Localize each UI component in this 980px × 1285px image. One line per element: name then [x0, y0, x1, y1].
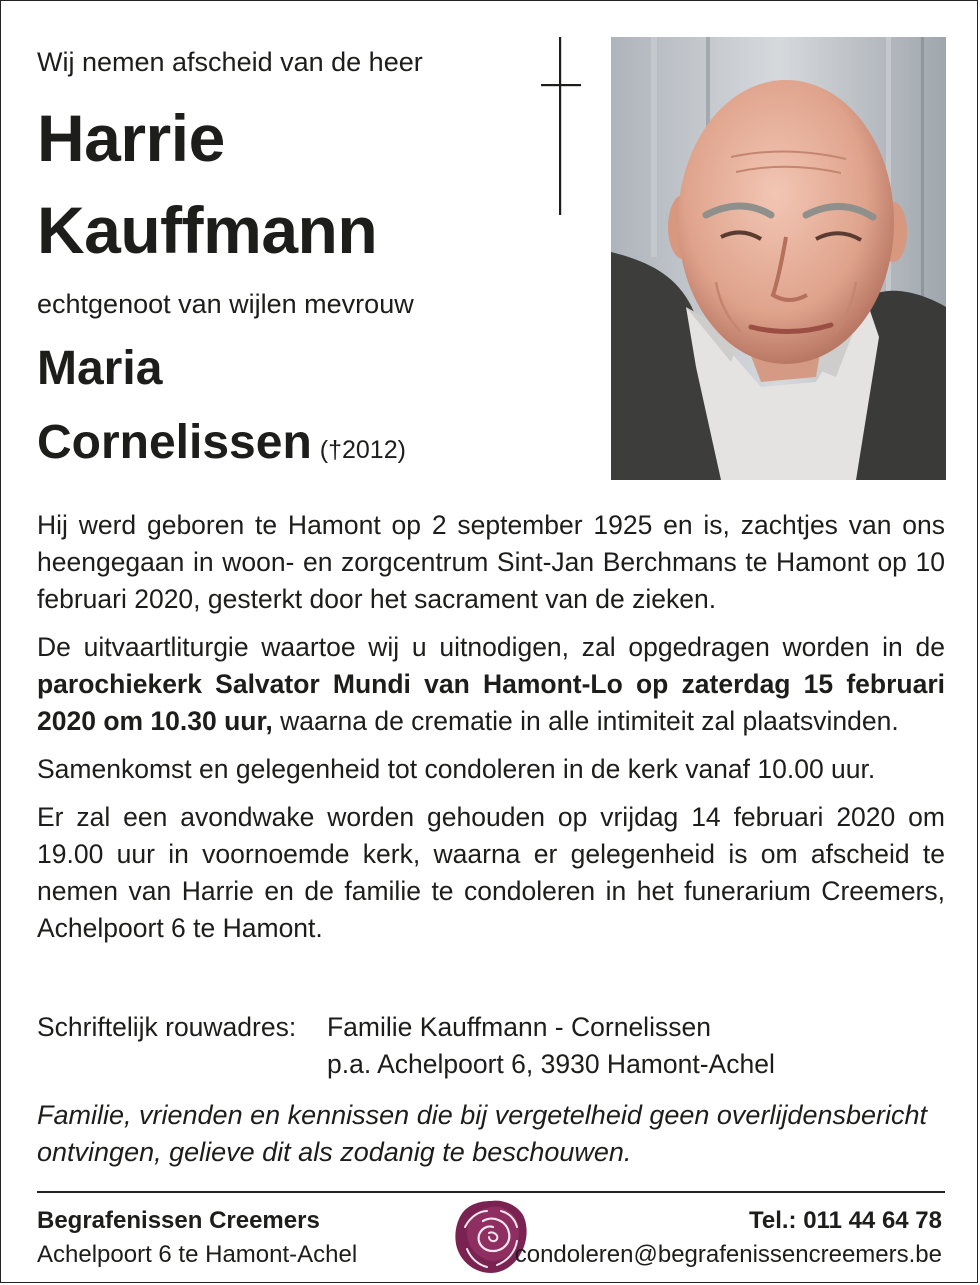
cross-icon — [541, 37, 581, 215]
notice-note: Familie, vrienden en kennissen die bij vergetelheid geen overlijdensbericht ontvingen, gelieve dit als zodanig te beschouwen. — [37, 1100, 928, 1167]
funeral-text-start: De uitvaartliturgie waartoe wij u uitnodigen, zal opgedragen worden in de — [37, 632, 945, 662]
mourning-address — [37, 1009, 775, 1083]
birth-death-paragraph: Hij werd geboren te Hamont op 2 september 1925 en is, zachtjes van ons heengegaan in woon- en zorgcentrum Sint-Jan Berchmans te Hamont op 10 februari 2020, gesterkt door het sacrament van de zieken. — [37, 510, 945, 614]
email-address: condoleren@begrafenissencreemers.be — [514, 1241, 942, 1268]
obituary-body — [37, 507, 945, 958]
condolence-paragraph: Samenkomst en gelegenheid tot condoleren in de kerk vanaf 10.00 uur. — [37, 754, 876, 784]
spouse-first-name: Maria — [37, 342, 163, 395]
funeral-home-address: Achelpoort 6 te Hamont-Achel — [37, 1241, 358, 1268]
vigil-paragraph: Er zal een avondwake worden gehouden op vrijdag 14 februari 2020 om 19.00 uur in voornoemde kerk, waarna er gelegenheid is om afscheid te nemen van Harrie en de familie te condoleren in het funerarium Creemers, Achelpoort 6 te Hamont. — [37, 802, 945, 943]
spouse-death-year: (†2012) — [319, 436, 406, 464]
deceased-last-name: Kauffmann — [37, 193, 378, 267]
spouse-last-name-line — [37, 416, 406, 469]
funeral-paragraph — [37, 629, 945, 740]
portrait-photo — [611, 37, 946, 480]
funeral-home-name: Begrafenissen Creemers — [37, 1207, 320, 1234]
contact-info — [515, 1204, 942, 1272]
deceased-first-name: Harrie — [37, 101, 225, 175]
spouse-last-name: Cornelissen — [37, 416, 312, 469]
spouse-intro-text: echtgenoot van wijlen mevrouw — [37, 289, 414, 319]
address-line-1: Familie Kauffmann - Cornelissen — [327, 1012, 711, 1042]
footer-divider — [37, 1191, 945, 1193]
intro-text: Wij nemen afscheid van de heer — [37, 47, 423, 77]
funeral-location-date: parochiekerk Salvator Mundi van Hamont-Lo op zaterdag 15 februari 2020 om 10.30 uur, — [37, 669, 945, 736]
phone-number: Tel.: 011 44 64 78 — [748, 1207, 942, 1234]
funeral-home-info — [37, 1204, 357, 1272]
address-line-2: p.a. Achelpoort 6, 3930 Hamont-Achel — [327, 1049, 775, 1079]
funeral-text-end: waarna de crematie in alle intimiteit zal plaatsvinden. — [272, 706, 899, 736]
address-label: Schriftelijk rouwadres: — [37, 1012, 297, 1042]
